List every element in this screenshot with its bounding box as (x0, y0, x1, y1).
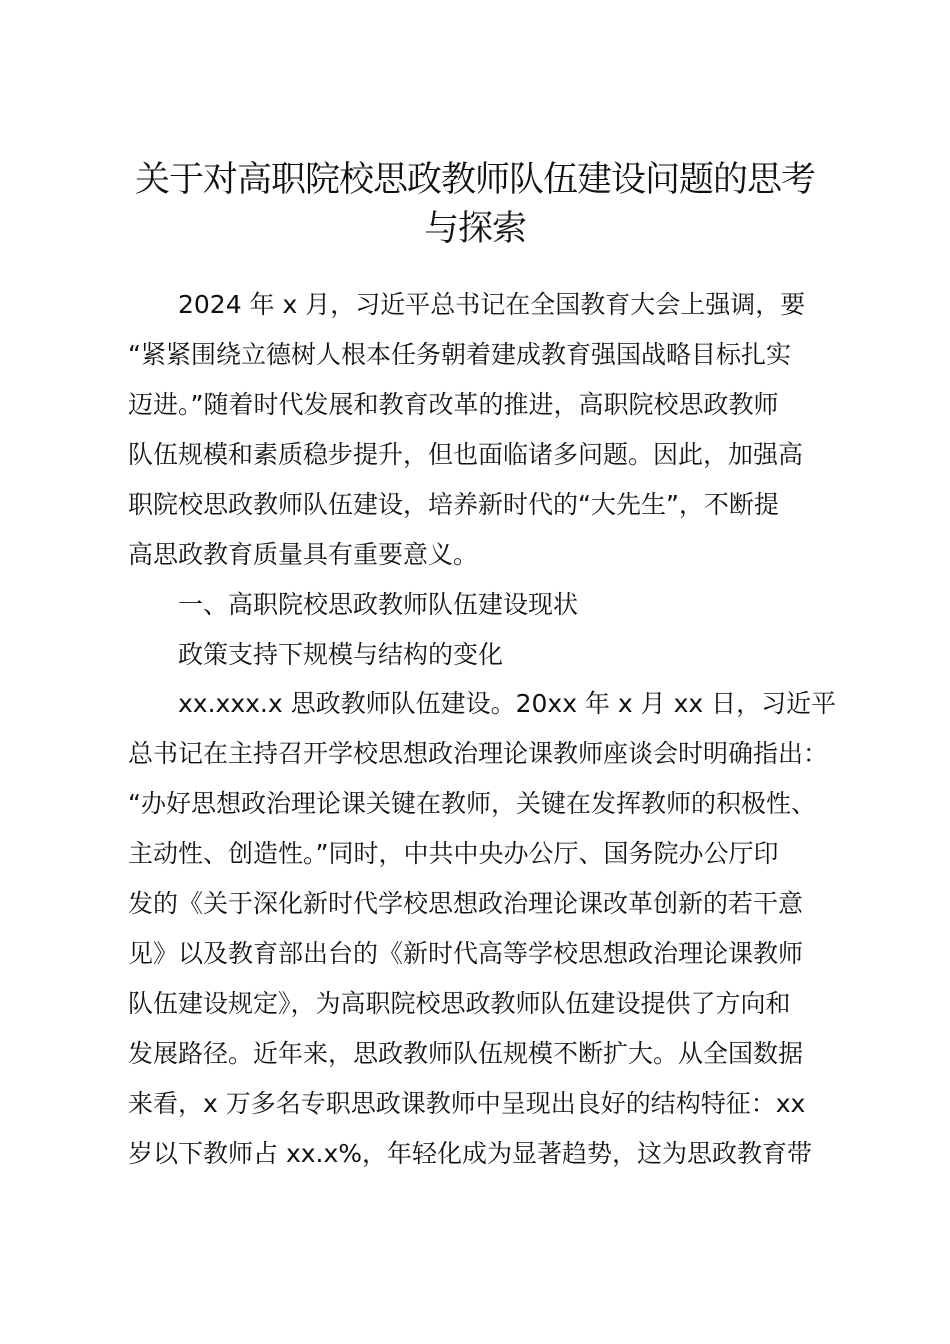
paragraph2-line-3: “办好思想政治理论课关键在教师，关键在发挥教师的积极性、 (128, 789, 816, 818)
paragraph1-line-6: 高思政教育质量具有重要意义。 (128, 540, 479, 569)
paragraph2-line-8: 发展路径。近年来，思政教师队伍规模不断扩大。从全国数据 (128, 1039, 804, 1068)
title-line-1: 关于对高职院校思政教师队伍建设问题的思考 (134, 160, 815, 200)
paragraph2-line-10: 岁以下教师占 xx.x%，年轻化成为显著趋势，这为思政教育带 (128, 1139, 813, 1168)
paragraph2-line-7: 队伍建设规定》，为高职院校思政教师队伍建设提供了方向和 (128, 989, 791, 1018)
paragraph1-line-2: “紧紧围绕立德树人根本任务朝着建成教育强国战略目标扎实 (128, 340, 791, 369)
paragraph2-line-5: 发的《关于深化新时代学校思想政治理论课改革创新的若干意 (128, 889, 804, 918)
paragraph2-line-2: 总书记在主持召开学校思想政治理论课教师座谈会时明确指出： (128, 739, 829, 768)
section-heading: 一、高职院校思政教师队伍建设现状 (178, 590, 579, 619)
paragraph2-line-6: 见》以及教育部出台的《新时代高等学校思想政治理论课教师 (128, 939, 804, 968)
paragraph1-line-5: 职院校思政教师队伍建设，培养新时代的“大先生”，不断提 (128, 490, 779, 519)
paragraph1-line-4: 队伍规模和素质稳步提升，但也面临诸多问题。因此，加强高 (128, 440, 804, 469)
paragraph1-line-3: 迈进。”随着时代发展和教育改革的推进，高职院校思政教师 (128, 390, 779, 419)
paragraph2-line-1: xx.xxx.x 思政教师队伍建设。20xx 年 x 月 xx 日，习近平 (178, 689, 837, 718)
title-line-2: 与探索 (423, 209, 526, 249)
paragraph1-line-1: 2024 年 x 月，习近平总书记在全国教育大会上强调，要 (178, 290, 806, 319)
subsection-heading: 政策支持下规模与结构的变化 (178, 640, 504, 669)
paragraph2-line-9: 来看，x 万多名专职思政课教师中呈现出良好的结构特征：xx (128, 1089, 806, 1118)
paragraph2-line-4: 主动性、创造性。”同时，中共中央办公厅、国务院办公厅印 (128, 839, 779, 868)
